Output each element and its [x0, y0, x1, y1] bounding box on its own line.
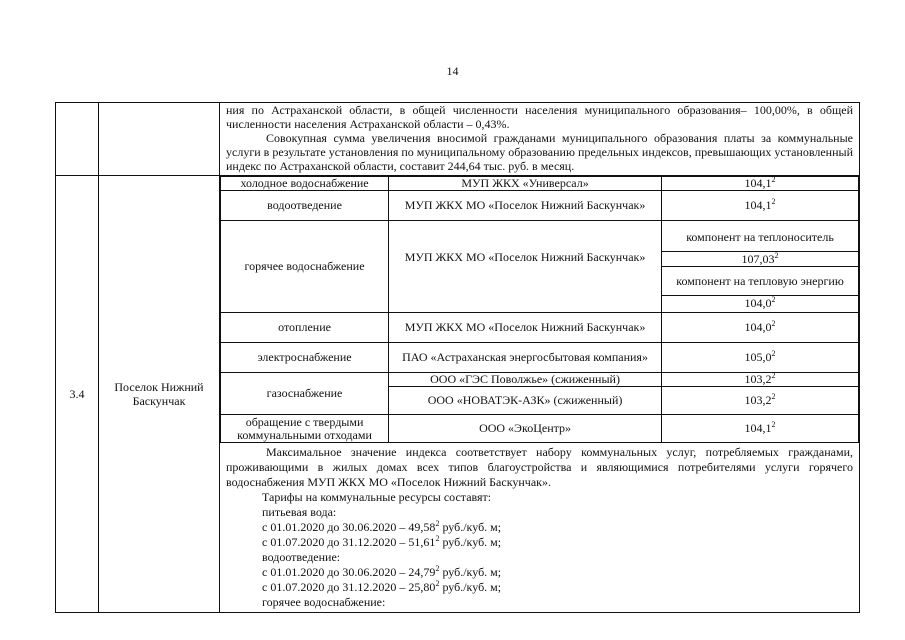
service-name: электроснабжение: [221, 343, 389, 373]
service-row: [221, 313, 859, 343]
service-row: [221, 177, 859, 191]
service-organization: ООО «ЭкоЦентр»: [389, 415, 662, 443]
component-value: 104,0$^2$: [744, 294, 776, 310]
index-value: 104,1$^2$: [662, 191, 859, 221]
max-index-paragraph: Максимальное значение индекса соответствует набору коммунальных услуг, потребляемых гражданами, проживающими в жилых домах всех типов благоустройства и являющимися потребителями услуги горячего водоснабжения МУП ЖКХ МО «Поселок Нижний Баскунчак».: [226, 445, 853, 489]
service-name: водоотведение: [221, 191, 389, 221]
table-row-continuation: [56, 103, 860, 176]
service-organization: ООО «НОВАТЭК-АЗК» (сжиженный): [389, 387, 662, 415]
row-number: 3.4: [56, 176, 99, 613]
water-tariff-2: с 01.07.2020 до 31.12.2020 – 51,61$^2$ руб./куб. м;: [262, 534, 502, 549]
component-label: компонент на теплоноситель: [662, 223, 858, 252]
sewer-tariff-1: с 01.01.2020 до 30.06.2020 – 24,79$^2$ руб./куб. м;: [262, 564, 502, 579]
service-name: газоснабжение: [221, 373, 389, 415]
index-value: 104,1$^2$: [662, 415, 859, 443]
service-organization: МУП ЖКХ «Универсал»: [389, 177, 662, 191]
empty-number-cell: [56, 103, 99, 176]
index-value: 103,2$^2$: [662, 387, 859, 415]
sewer-tariff-2: с 01.07.2020 до 31.12.2020 – 25,80$^2$ руб./куб. м;: [262, 579, 502, 594]
index-table: [55, 102, 860, 613]
service-row: [221, 191, 859, 221]
hot-water-heading: горячее водоснабжение:: [262, 595, 386, 609]
sewer-heading: водоотведение:: [262, 550, 341, 564]
service-row: [221, 343, 859, 373]
service-organization: ПАО «Астраханская энергосбытовая компания»: [389, 343, 662, 373]
service-row: [221, 373, 859, 387]
services-table: [220, 176, 859, 443]
continuation-text-cell: [220, 103, 860, 176]
component-values: [662, 221, 859, 313]
index-value: 104,1$^2$: [662, 177, 859, 191]
service-organization: ООО «ГЭС Поволжье» (сжиженный): [389, 373, 662, 387]
service-organization: МУП ЖКХ МО «Поселок Нижний Баскунчак»: [389, 221, 662, 313]
component-label: компонент на тепловую энергию: [662, 267, 858, 296]
service-name: горячее водоснабжение: [221, 221, 389, 313]
tariffs-heading: Тарифы на коммунальные ресурсы составят:: [262, 490, 492, 504]
components-table: [662, 223, 858, 310]
service-name: отопление: [221, 313, 389, 343]
water-heading: питьевая вода:: [262, 505, 337, 519]
index-value: 103,2$^2$: [662, 373, 859, 387]
service-name: холодное водоснабжение: [221, 177, 389, 191]
municipality-name: Поселок Нижний Баскунчак: [99, 176, 220, 613]
population-share-text: ния по Астраханской области, в общей численности населения муниципального образования– 100,00%, в общей численности населения Астраханской области – 0,43%.: [226, 103, 853, 131]
index-value: 105,0$^2$: [662, 343, 859, 373]
service-organization: МУП ЖКХ МО «Поселок Нижний Баскунчак»: [389, 313, 662, 343]
water-tariff-1: с 01.01.2020 до 30.06.2020 – 49,58$^2$ руб./куб. м;: [262, 519, 502, 534]
component-value: 107,03$^2$: [662, 252, 858, 267]
service-row: [221, 415, 859, 443]
tariff-text-block: [220, 443, 859, 612]
table-row-municipality: [56, 176, 860, 613]
empty-name-cell: [99, 103, 220, 176]
service-organization: МУП ЖКХ МО «Поселок Нижний Баскунчак»: [389, 191, 662, 221]
page-number: 14: [446, 64, 459, 78]
total-increase-text: Совокупная сумма увеличения вносимой гражданами муниципального образования платы за коммунальные услуги в результате установления по муниципальному образованию предельных индексов, превышающих установленный индекс по Астраханской области, составит 244,64 тыс. руб. в месяц.: [226, 131, 853, 173]
service-name: обращение с твердыми коммунальными отходами: [221, 415, 389, 443]
index-value: 104,0$^2$: [662, 313, 859, 343]
services-cell: [220, 176, 860, 613]
service-row: [221, 221, 859, 313]
